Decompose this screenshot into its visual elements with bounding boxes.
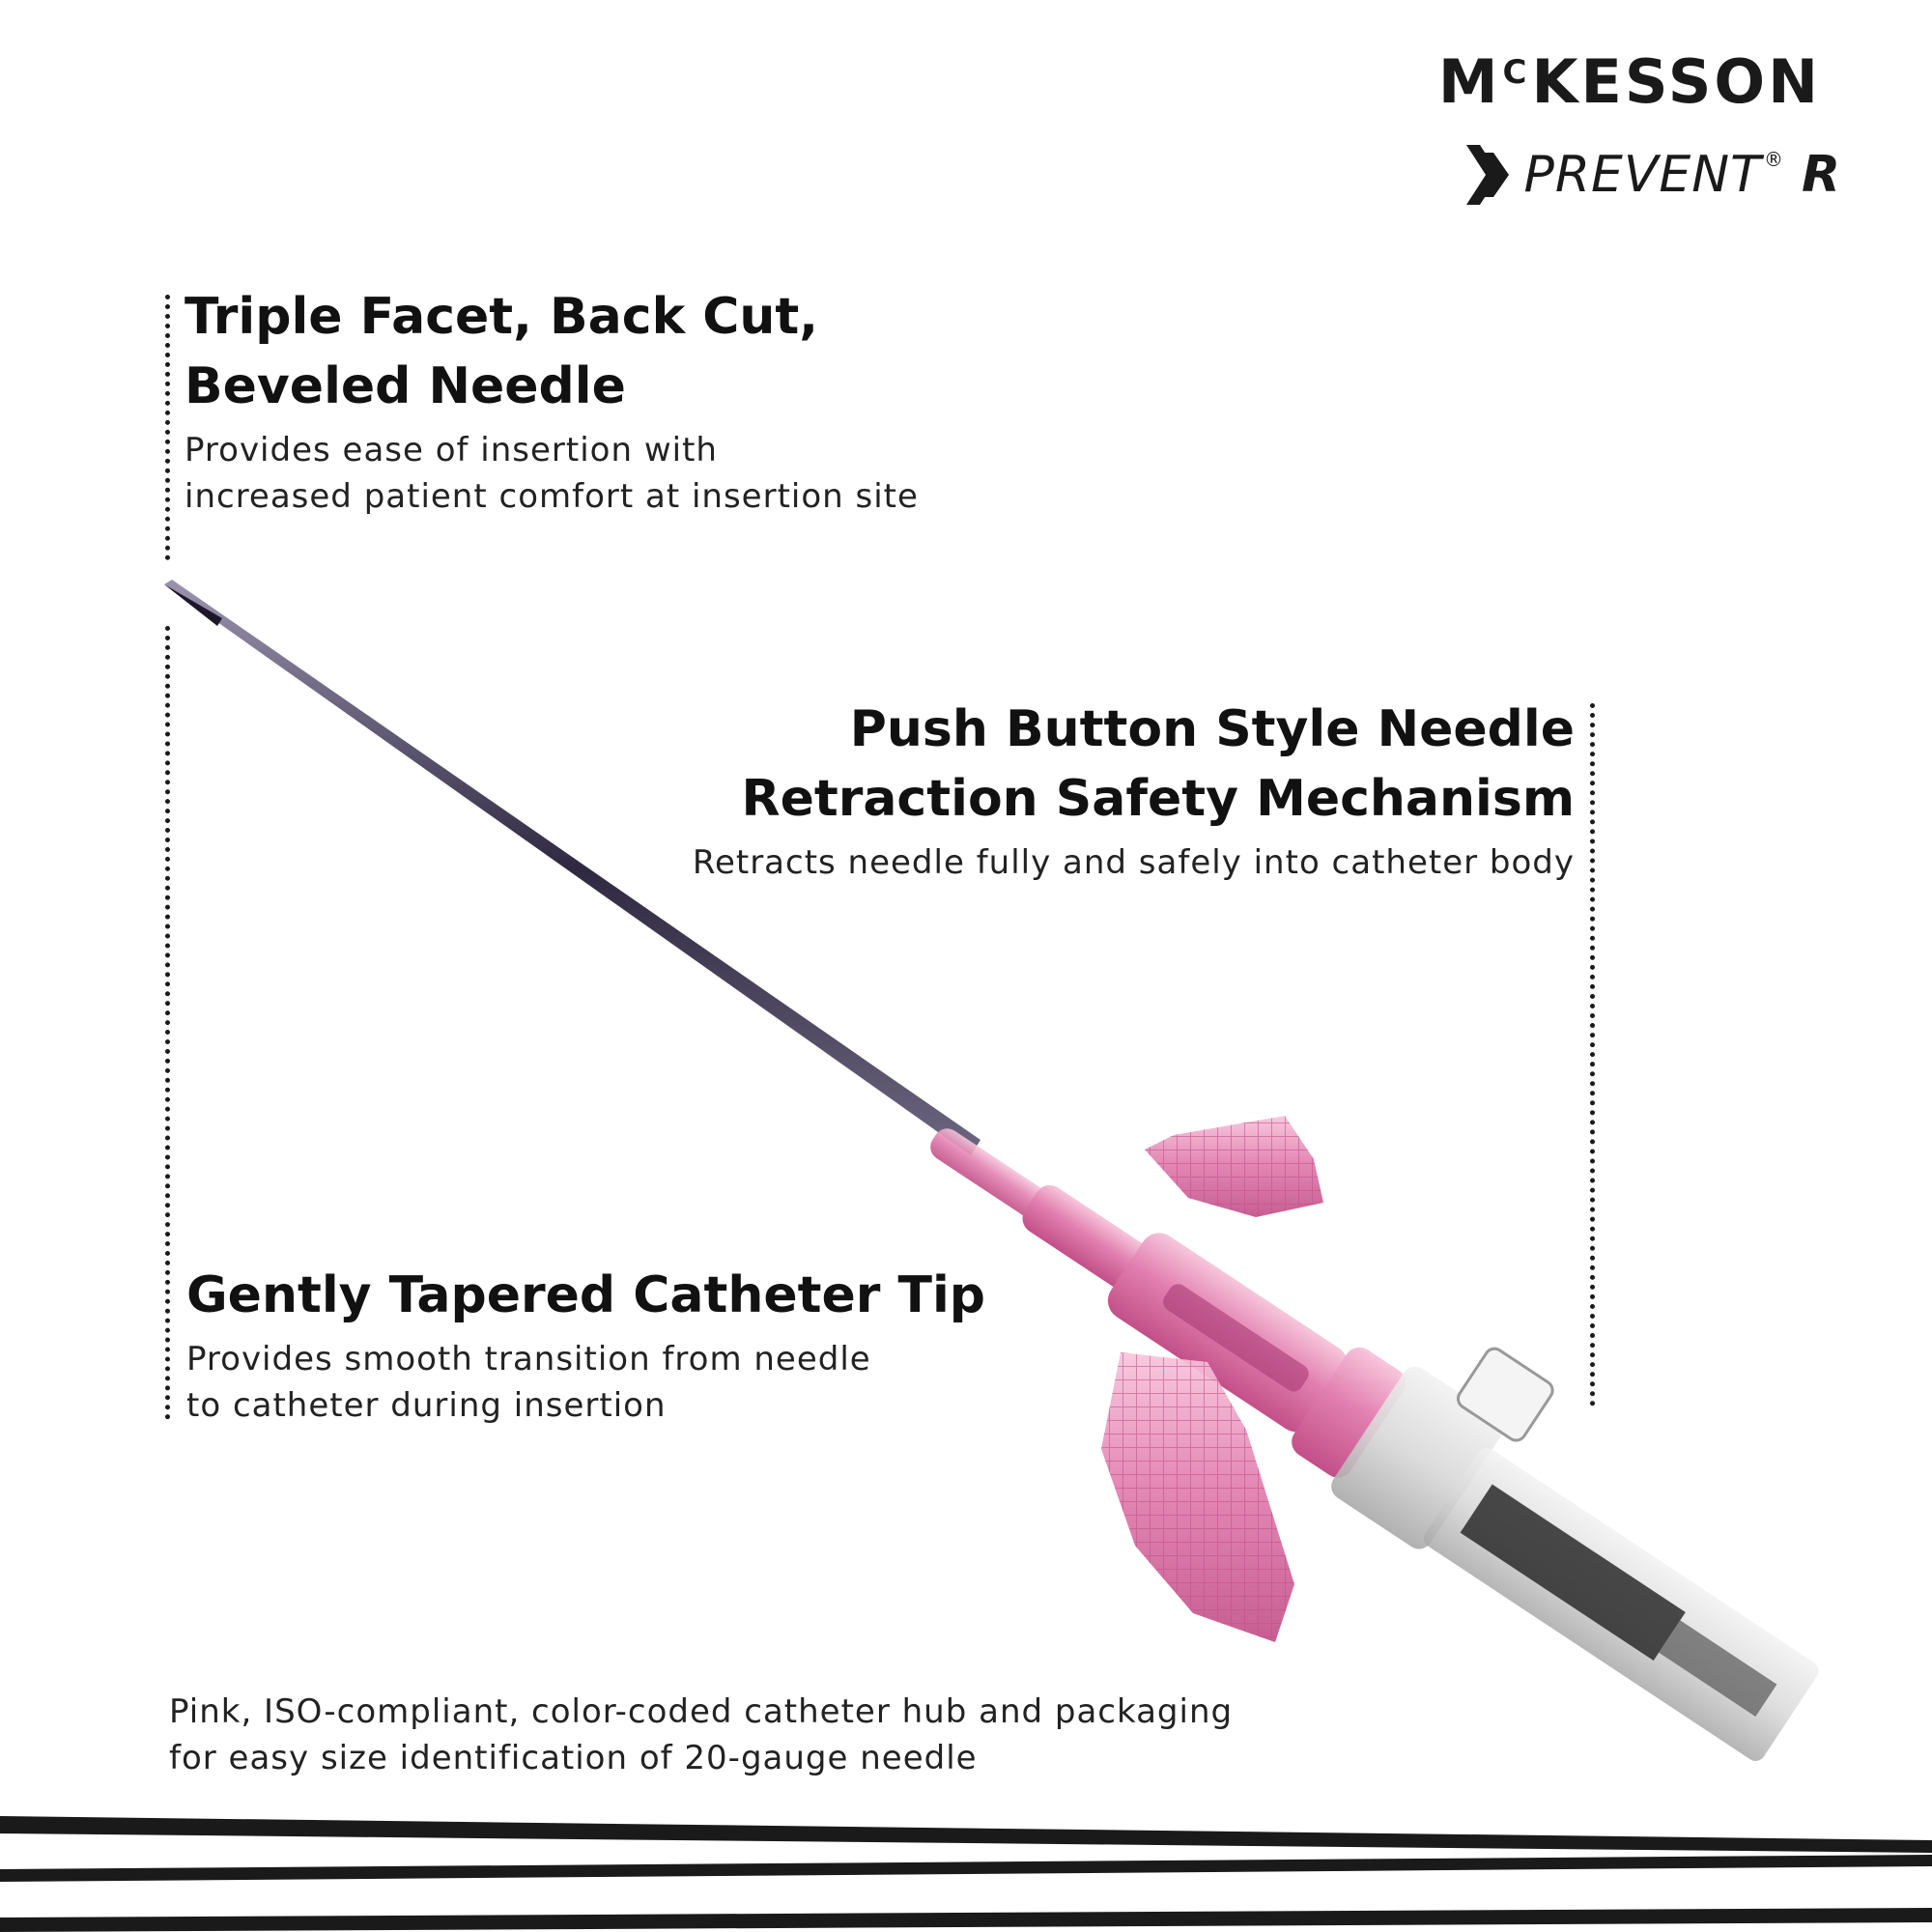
callout-title: Triple Facet, Back Cut, Beveled Needle	[185, 288, 819, 415]
callout-description: Provides ease of insertion with increased patient comfort at insertion site	[185, 431, 919, 516]
callout-push-button	[693, 695, 1575, 886]
logo-text-c: C	[1502, 53, 1530, 92]
decorative-swoosh	[0, 1816, 1932, 1932]
callout-catheter-tip	[186, 1261, 985, 1429]
product-suffix: R	[1801, 146, 1840, 204]
callout-title: Push Button Style Needle Retraction Safety Mechanism	[741, 700, 1575, 828]
color-coding-note: Pink, ISO-compliant, color-coded catheter hub and packaging for easy size identification of 20-gauge needle	[169, 1692, 1234, 1777]
callout-description: Retracts needle fully and safely into catheter body	[692, 843, 1575, 882]
logo-text-kesson: KESSON	[1531, 46, 1821, 117]
product-name: PREVENT ®	[1523, 146, 1784, 204]
callout-triple-facet	[185, 282, 919, 520]
leader-line-catheter-tip	[165, 626, 170, 1420]
leader-line-triple-facet	[165, 295, 170, 560]
catheter-tube	[891, 1025, 1870, 1773]
callout-description: Provides smooth transition from needle to catheter during insertion	[186, 1340, 871, 1425]
callout-title: Gently Tapered Catheter Tip	[186, 1266, 986, 1324]
logo-text-m: M	[1437, 46, 1501, 117]
leader-line-push-button	[1590, 703, 1595, 1406]
